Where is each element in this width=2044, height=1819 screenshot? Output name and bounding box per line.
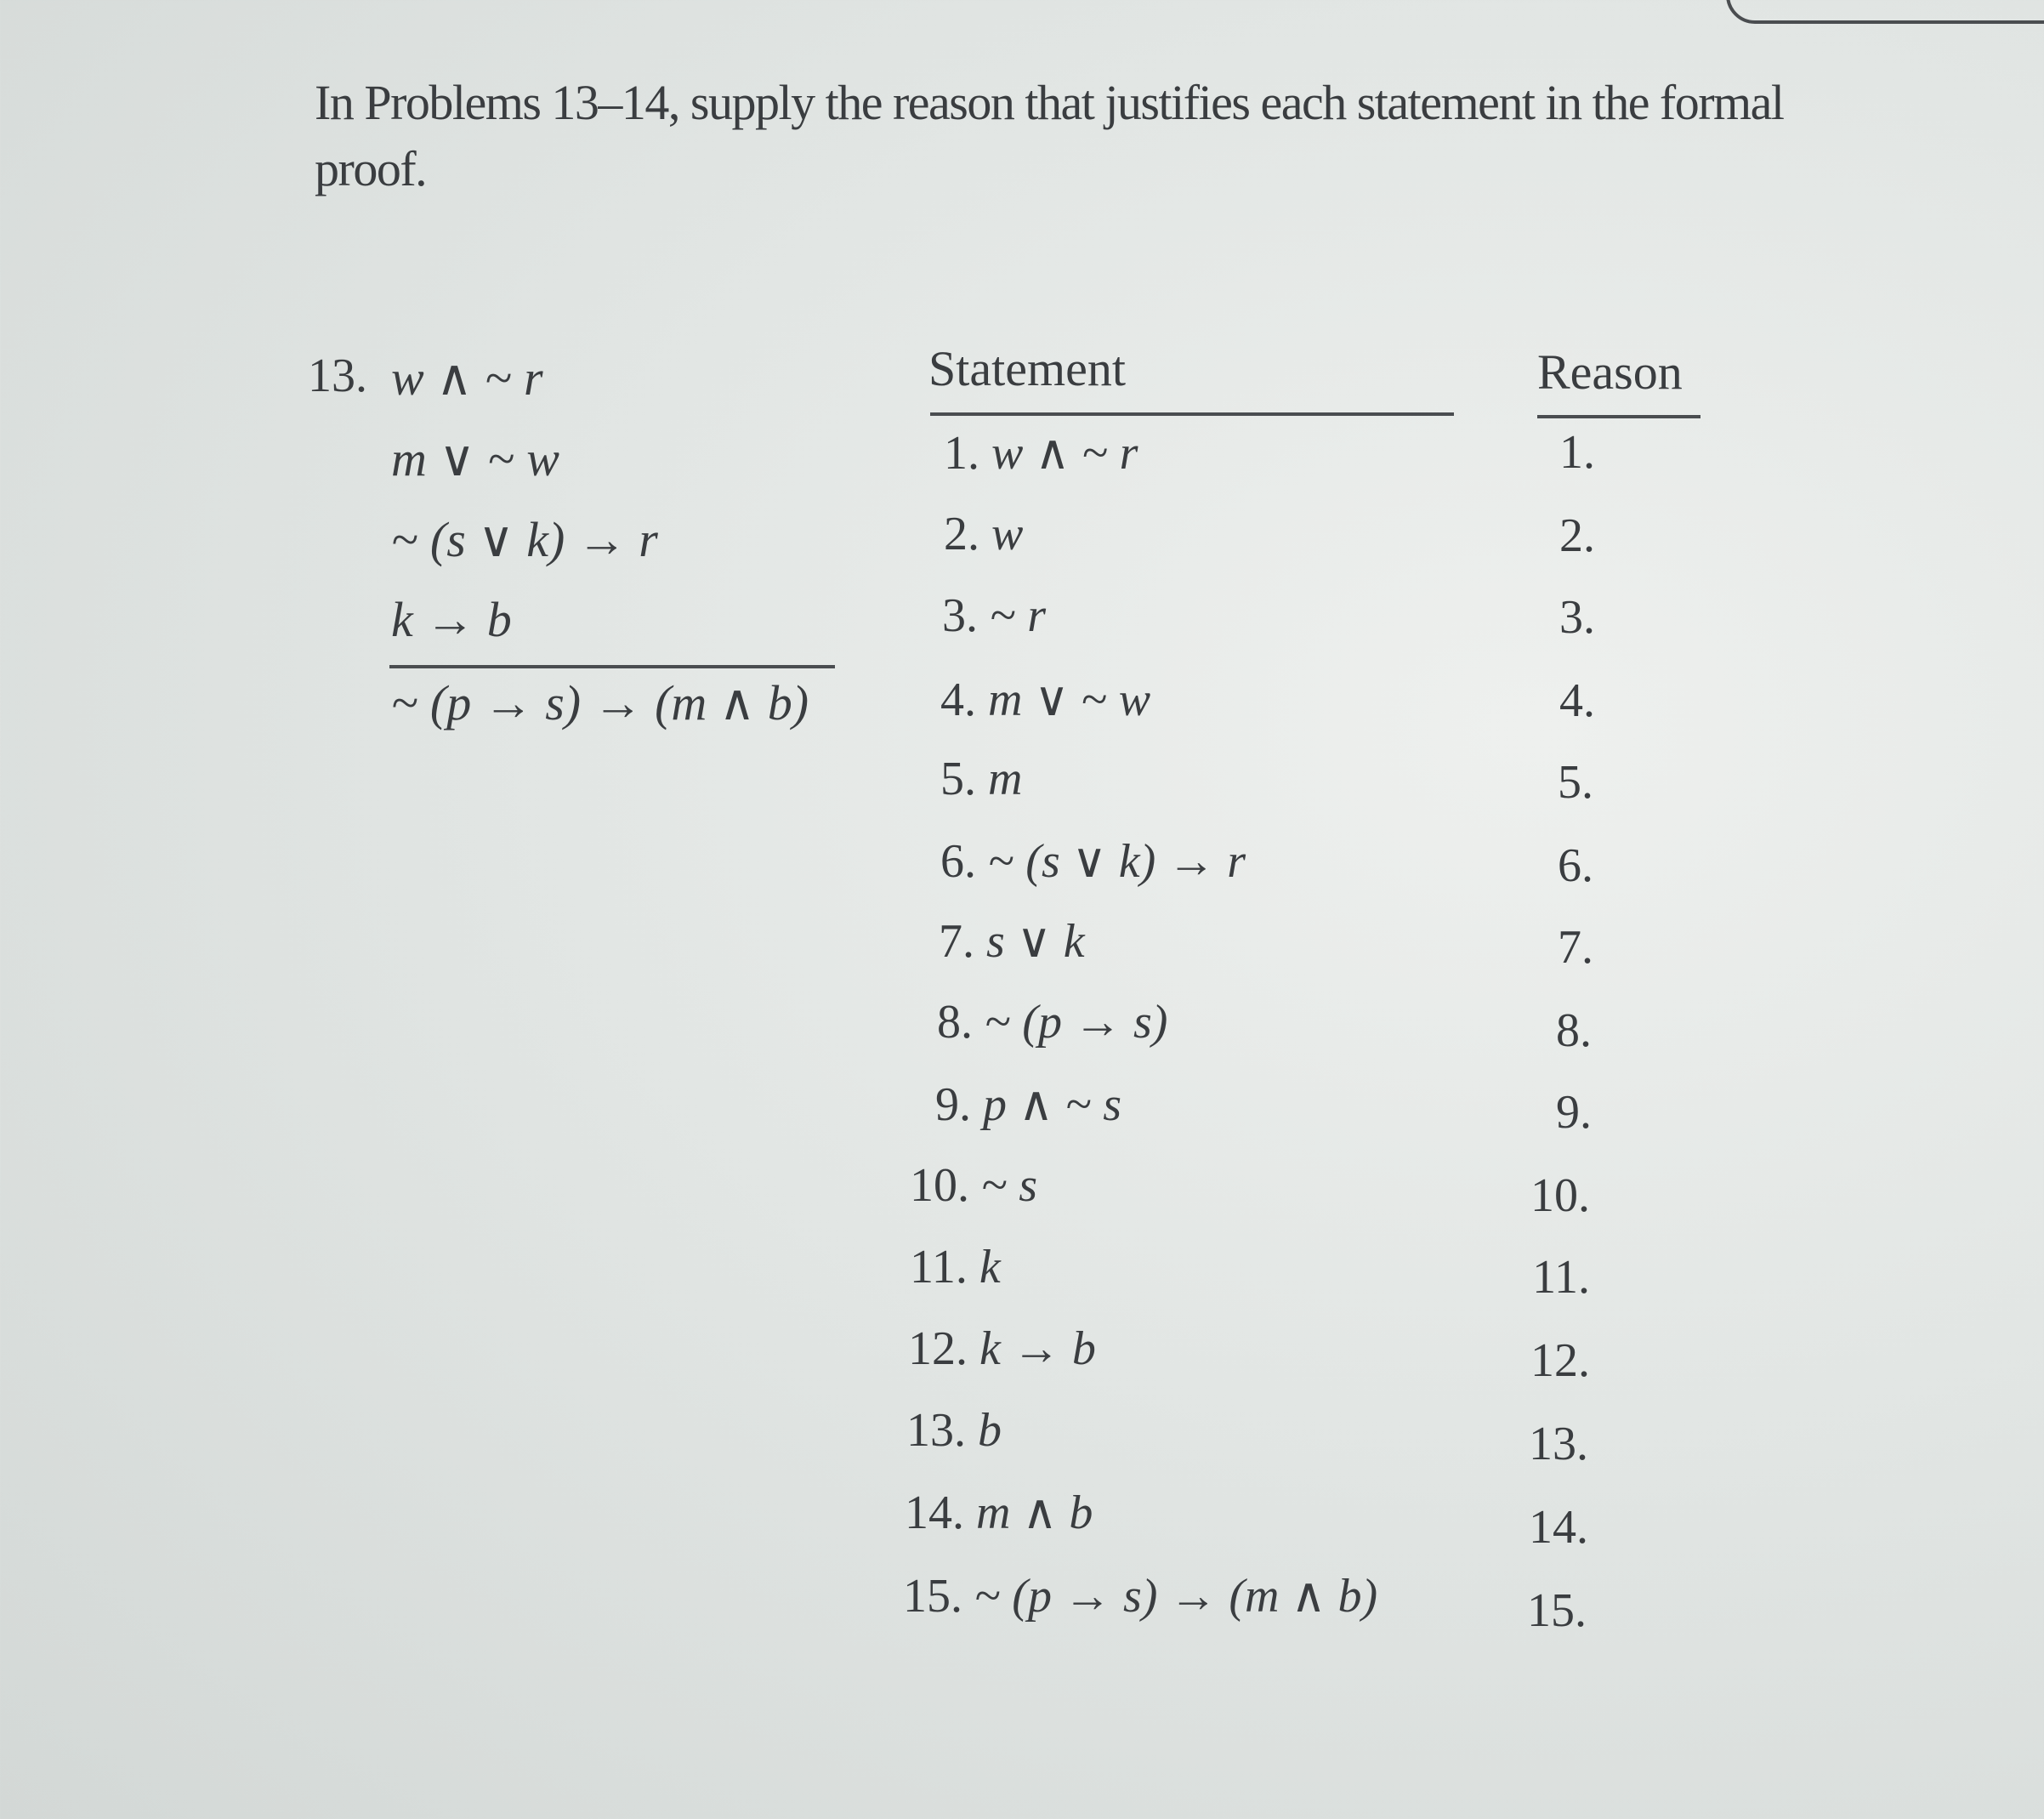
- statement-row: 9. p ∧ ~ s: [935, 1078, 1122, 1131]
- statement-row: 12. k → b: [908, 1322, 1096, 1375]
- reason-number: 3.: [1559, 591, 1595, 644]
- reason-number: 4.: [1559, 674, 1595, 727]
- reason-number: 8.: [1556, 1004, 1592, 1057]
- reason-number: 7.: [1558, 921, 1593, 974]
- reason-number: 10.: [1530, 1169, 1590, 1222]
- statement-row: 13. b: [906, 1404, 1002, 1457]
- statement-row: 4. m ∨ ~ w: [940, 674, 1151, 726]
- reason-number: 15.: [1527, 1584, 1587, 1637]
- corner-tab: [1726, 0, 2044, 24]
- statement-row: 6. ~ (s ∨ k) → r: [940, 835, 1246, 888]
- conclusion: ~ (p → s) → (m ∧ b): [391, 675, 809, 730]
- reason-number: 5.: [1558, 756, 1593, 809]
- premise-3: ~ (s ∨ k) → r: [391, 512, 658, 567]
- reason-number: 1.: [1559, 426, 1595, 479]
- statement-row: 2. w: [944, 508, 1024, 560]
- statement-row: 10. ~ s: [910, 1159, 1038, 1212]
- reason-number: 2.: [1559, 509, 1595, 562]
- statement-row: 5. m: [940, 753, 1023, 805]
- statement-row: 14. m ∧ b: [905, 1486, 1093, 1539]
- statement-row: 1. w ∧ ~ r: [944, 427, 1138, 480]
- reason-number: 13.: [1529, 1418, 1588, 1470]
- reason-header: Reason: [1537, 344, 1683, 400]
- reason-number: 11.: [1532, 1251, 1590, 1304]
- statement-row: 15. ~ (p → s) → (m ∧ b): [903, 1570, 1378, 1623]
- problem-number: 13.: [308, 350, 367, 402]
- conclusion-divider: [389, 665, 835, 668]
- premise-4: k → b: [391, 592, 512, 647]
- reason-number: 9.: [1556, 1086, 1592, 1139]
- statement-row: 8. ~ (p → s): [937, 996, 1168, 1049]
- statement-row: 3. ~ r: [942, 589, 1047, 642]
- reason-number: 14.: [1529, 1501, 1588, 1554]
- reason-number: 6.: [1558, 839, 1593, 892]
- statement-row: 11. k: [910, 1241, 1001, 1293]
- statement-header: Statement: [928, 341, 1126, 396]
- premise-2: m ∨ ~ w: [391, 431, 559, 486]
- instructions: In Problems 13–14, supply the reason that justifies each statement in the formal proof.: [315, 75, 1784, 196]
- reason-number: 12.: [1530, 1334, 1590, 1387]
- statement-row: 7. s ∨ k: [939, 915, 1085, 968]
- reason-header-rule: [1537, 415, 1700, 418]
- statement-header-rule: [930, 412, 1454, 416]
- premise-1: w ∧ ~ r: [391, 350, 543, 406]
